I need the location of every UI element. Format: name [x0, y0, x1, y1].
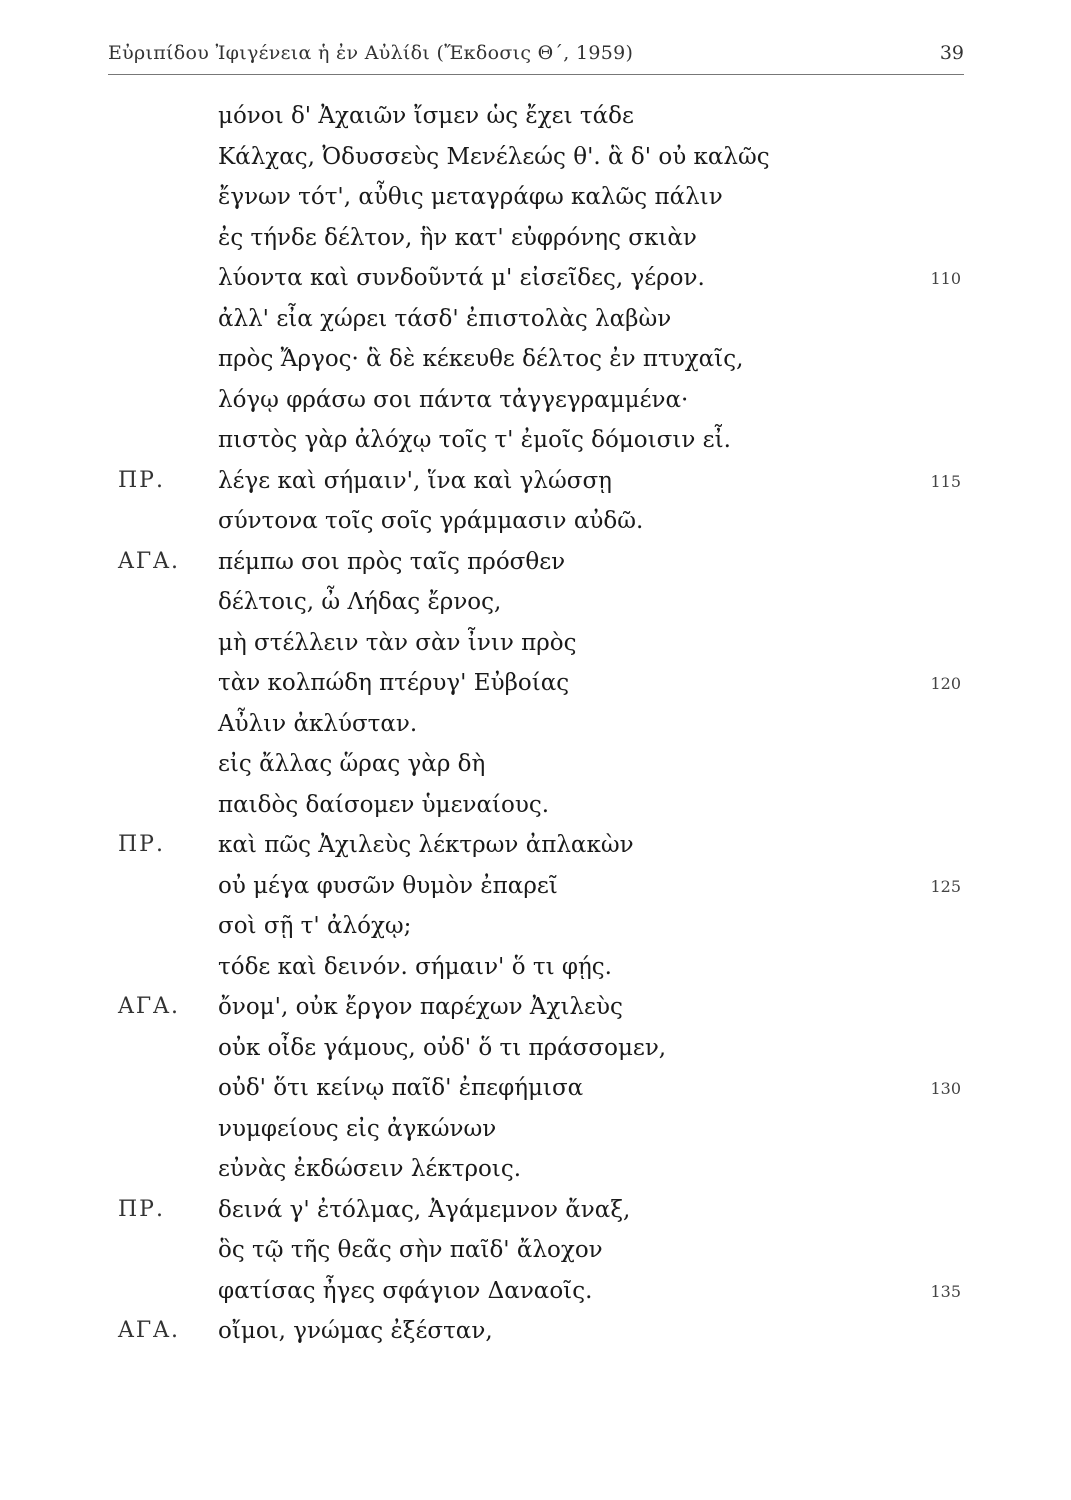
verse-line	[0, 144, 1071, 180]
verse-text-line: ὃς τῷ τῆς θεᾶς σὴν παῖδ' ἄλοχον	[218, 1237, 603, 1263]
verse-text-line: οἴμοι, γνώμας ἐξέσταν,	[218, 1318, 493, 1344]
verse-line	[0, 1156, 1071, 1192]
speaker-label: ΠΡ.	[118, 832, 165, 857]
verse-line	[0, 589, 1071, 625]
verse-line	[0, 468, 1071, 504]
verse-line	[0, 1075, 1071, 1111]
verse-text-line: μὴ στέλλειν τὰν σὰν ἶνιν πρὸς	[218, 629, 577, 656]
verse-line	[0, 873, 1071, 909]
verse-text-line: τόδε καὶ δεινόν. σήμαιν' ὅ τι φῄς.	[218, 953, 612, 980]
verse-text-line: πιστὸς γὰρ ἀλόχῳ τοῖς τ' ἐμοῖς δόμοισιν εἶ.	[218, 427, 731, 453]
verse-line	[0, 1318, 1071, 1354]
running-title: Εὐριπίδου Ἰφιγένεια ἡ ἐν Αὐλίδι (Ἔκδοσις Θ΄, 1959)	[108, 42, 634, 64]
verse-text-line: ἔγνων τότ', αὖθις μεταγράφω καλῶς πάλιν	[218, 184, 723, 210]
verse-text-line: νυμφείους εἰς ἀγκώνων	[218, 1115, 497, 1142]
verse-line	[0, 549, 1071, 585]
verse-text-line: δεινά γ' ἐτόλμας, Ἀγάμεμνον ἄναξ,	[218, 1196, 631, 1223]
verse-line	[0, 306, 1071, 342]
speaker-label: ΑΓΑ.	[118, 1318, 181, 1343]
line-number: 120	[930, 674, 961, 693]
verse-text-line: καὶ πῶς Ἀχιλεὺς λέκτρων ἀπλακὼν	[218, 832, 634, 858]
line-number: 135	[930, 1281, 961, 1301]
verse-text-line: δέλτοις, ὦ Λήδας ἔρνος,	[218, 589, 502, 615]
verse-text-line: πρὸς Ἄργος· ἃ δὲ κέκευθε δέλτος ἐν πτυχαῖς,	[218, 346, 744, 372]
speaker-label: ΠΡ.	[118, 1196, 165, 1222]
verse-text-line: παιδὸς δαίσομεν ὑμεναίους.	[218, 791, 550, 818]
verse-line	[0, 1237, 1071, 1273]
verse-line	[0, 103, 1071, 139]
verse-line	[0, 994, 1071, 1030]
line-number: 130	[930, 1079, 961, 1098]
verse-text-line: ἐς τήνδε δέλτον, ἣν κατ' εὐφρόνης σκιὰν	[218, 224, 697, 251]
verse-line	[0, 1035, 1071, 1071]
verse-text-line: σοὶ σῇ τ' ἀλόχῳ;	[218, 913, 412, 939]
verse-text-line: ὄνομ', οὐκ ἔργον παρέχων Ἀχιλεὺς	[218, 994, 623, 1020]
verse-line	[0, 751, 1071, 787]
verse-line	[0, 427, 1071, 463]
verse-line	[0, 225, 1071, 261]
verse-line	[0, 1197, 1071, 1233]
verse-text-line: ἀλλ' εἶα χώρει τάσδ' ἐπιστολὰς λαβὼν	[218, 305, 672, 332]
speaker-label: ΠΡ.	[118, 467, 165, 493]
verse-line	[0, 832, 1071, 868]
verse-text-line: σύντονα τοῖς σοῖς γράμμασιν αὐδῶ.	[218, 508, 644, 534]
verse-text-line: πέμπω σοι πρὸς ταῖς πρόσθεν	[218, 548, 566, 575]
verse-line	[0, 265, 1071, 301]
verse-line	[0, 954, 1071, 990]
verse-line	[0, 1116, 1071, 1152]
page-number: 39	[939, 42, 964, 64]
verse-line	[0, 670, 1071, 706]
verse-line	[0, 184, 1071, 220]
speaker-label: ΑΓΑ.	[118, 548, 181, 574]
verse-text-line: εὐνὰς ἐκδώσειν λέκτροις.	[218, 1156, 522, 1182]
verse-line	[0, 1278, 1071, 1314]
verse-text-line: λύοντα καὶ συνδοῦντά μ' εἰσεῖδες, γέρον.	[218, 265, 705, 291]
verse-text-line: Αὖλιν ἀκλύσταν.	[218, 710, 418, 737]
verse-text-line: λέγε καὶ σήμαιν', ἵνα καὶ γλώσσῃ	[218, 467, 612, 494]
verse-text-line: οὐδ' ὅτι κείνῳ παῖδ' ἐπεφήμισα	[218, 1075, 584, 1101]
verse-text-line: οὐ μέγα φυσῶν θυμὸν ἐπαρεῖ	[218, 872, 558, 899]
line-number: 125	[930, 876, 961, 896]
verse-line	[0, 711, 1071, 747]
verse-text-line: φατίσας ἦγες σφάγιον Δαναοῖς.	[218, 1277, 593, 1304]
verse-line	[0, 508, 1071, 544]
verse-line	[0, 387, 1071, 423]
verse-line	[0, 913, 1071, 949]
verse-line	[0, 630, 1071, 666]
line-number: 115	[930, 471, 961, 491]
verse-text-line: τὰν κολπώδη πτέρυγ' Εὐβοίας	[218, 670, 570, 696]
speaker-label: ΑΓΑ.	[118, 994, 181, 1019]
verse-text-line: οὐκ οἶδε γάμους, οὐδ' ὅ τι πράσσομεν,	[218, 1034, 667, 1061]
verse-line	[0, 346, 1071, 382]
verse-line	[0, 792, 1071, 828]
verse-text-line: μόνοι δ' Ἀχαιῶν ἴσμεν ὡς ἔχει τάδε	[218, 103, 634, 129]
line-number: 110	[930, 269, 961, 288]
verse-text-line: εἰς ἄλλας ὥρας γὰρ δὴ	[218, 751, 486, 777]
verse-text-line: Κάλχας, Ὀδυσσεὺς Μενέλεώς θ'. ἃ δ' οὐ καλῶς	[218, 143, 770, 170]
verse-text-line: λόγῳ φράσω σοι πάντα τἀγγεγραμμένα·	[218, 386, 689, 413]
